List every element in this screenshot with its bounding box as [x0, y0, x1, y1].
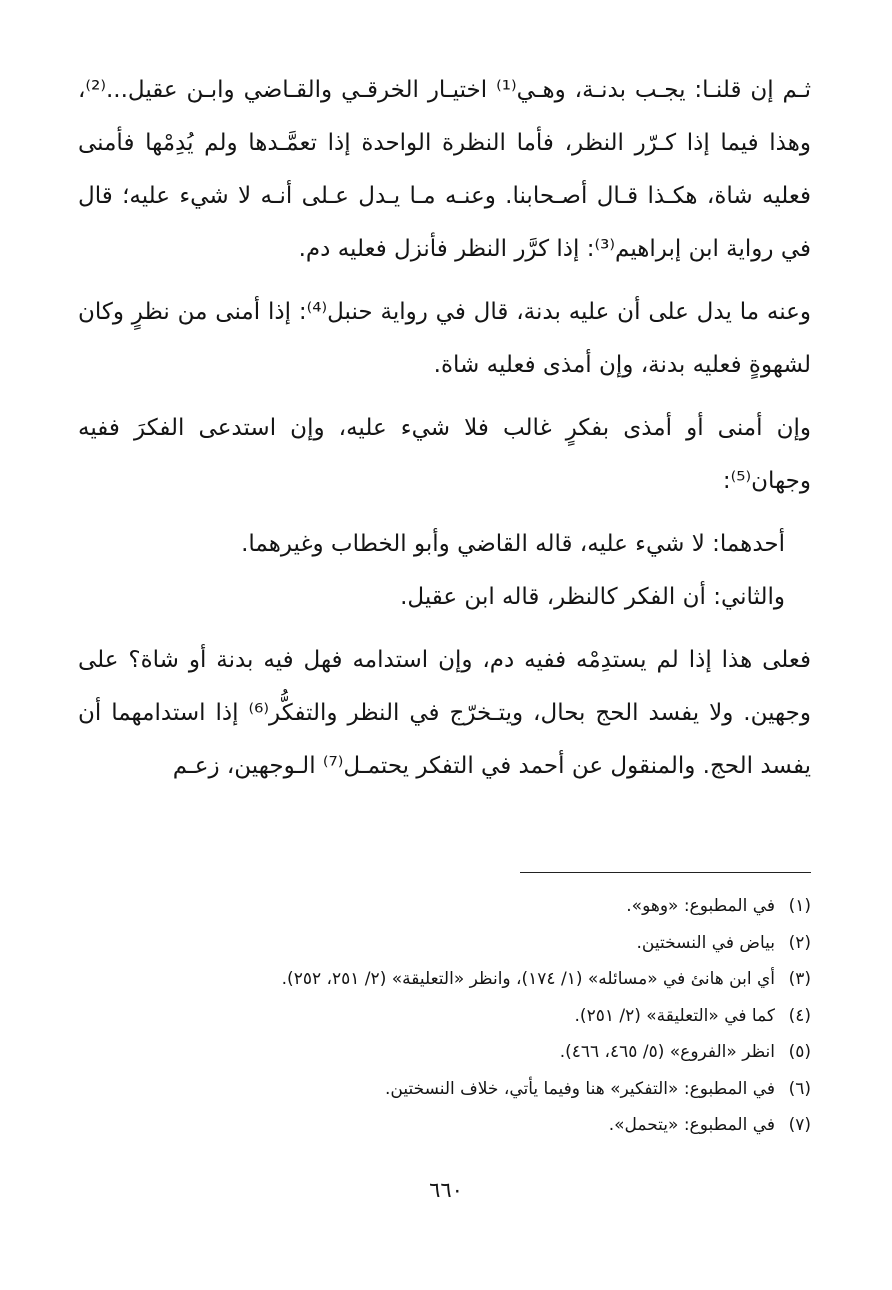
footnote-text: في المطبوع: «وهو». — [626, 896, 775, 916]
main-text — [78, 64, 811, 793]
footnote — [78, 1107, 811, 1144]
footnote-text: انظر «الفروع» (٥/ ٤٦٥، ٤٦٦). — [559, 1042, 775, 1062]
paragraph-4: أحدهما: لا شيء عليه، قاله القاضي وأبو الخطاب وغيرهما. — [241, 531, 785, 557]
paragraph-2: وعنه ما يدل على أن عليه بدنة، قال في رواية حنبل⁽⁴⁾: إذا أمنى من نظرٍ وكان لشهوةٍ فعليه بدنة، وإن أمذى فعليه شاة. — [78, 299, 811, 378]
footnote-text: كما في «التعليقة» (٢/ ٢٥١). — [574, 1005, 775, 1026]
footnotes — [78, 888, 811, 1144]
footnote-number: (٢) — [788, 932, 811, 953]
footnote-text: في المطبوع: «يتحمل». — [608, 1115, 775, 1135]
footnote — [78, 888, 811, 925]
footnote-number: (١) — [788, 896, 811, 916]
footnote — [78, 1034, 811, 1071]
footnote — [78, 925, 811, 962]
footnote — [78, 998, 811, 1035]
footnote-text: في المطبوع: «التفكير» هنا وفيما يأتي، خلاف النسختين. — [384, 1078, 775, 1099]
footnote-number: (٤) — [788, 1005, 811, 1026]
footnote-number: (٧) — [788, 1115, 811, 1135]
page-number: ٦٦٠ — [429, 1178, 463, 1202]
footnote-number: (٥) — [788, 1042, 811, 1062]
footnote-text: أي ابن هانئ في «مسائله» (١/ ١٧٤)، وانظر «التعليقة» (٢/ ٢٥١، ٢٥٢). — [281, 969, 775, 989]
footnote-separator — [520, 872, 811, 873]
footnote-number: (٦) — [788, 1078, 811, 1099]
footnote — [78, 961, 811, 998]
paragraph-6: فعلى هذا إذا لم يستدِمْه ففيه دم، وإن استدامه فهل فيه بدنة أو شاة؟ على وجهين. ولا يفسد الحج بحال، ويتـخرّج في النظر والتفكُّر⁽⁶⁾ إذا استدامهما أن يفسد الحج. والمنقول عن أحمد في التفكر يحتمـل⁽⁷⁾ الـوجهين، زعـم — [78, 647, 811, 779]
footnote-text: بياض في النسختين. — [636, 932, 775, 953]
paragraph-1: ثـم إن قلنـا: يجـب بدنـة، وهـي⁽¹⁾ اختيـار الخرقـي والقـاضي وابـن عقيل...⁽²⁾، وهذا فيما إذا كـرّر النظر، فأما النظرة الواحدة إذا تعمَّـدها ولم يُدِمْها فأمنى فعليه شاة، هكـذا قـال أصـحابنا. وعنـه مـا يـدل عـلى أنـه لا شيء عليه؛ قال في رواية ابن إبراهيم⁽³⁾: إذا كرَّر النظر فأنزل فعليه دم. — [78, 77, 811, 262]
paragraph-3: وإن أمنى أو أمذى بفكرٍ غالب فلا شيء عليه، وإن استدعى الفكرَ ففيه وجهان⁽⁵⁾: — [78, 415, 811, 494]
footnote — [78, 1071, 811, 1108]
footnote-number: (٣) — [788, 969, 811, 989]
paragraph-5: والثاني: أن الفكر كالنظر، قاله ابن عقيل. — [400, 584, 785, 610]
